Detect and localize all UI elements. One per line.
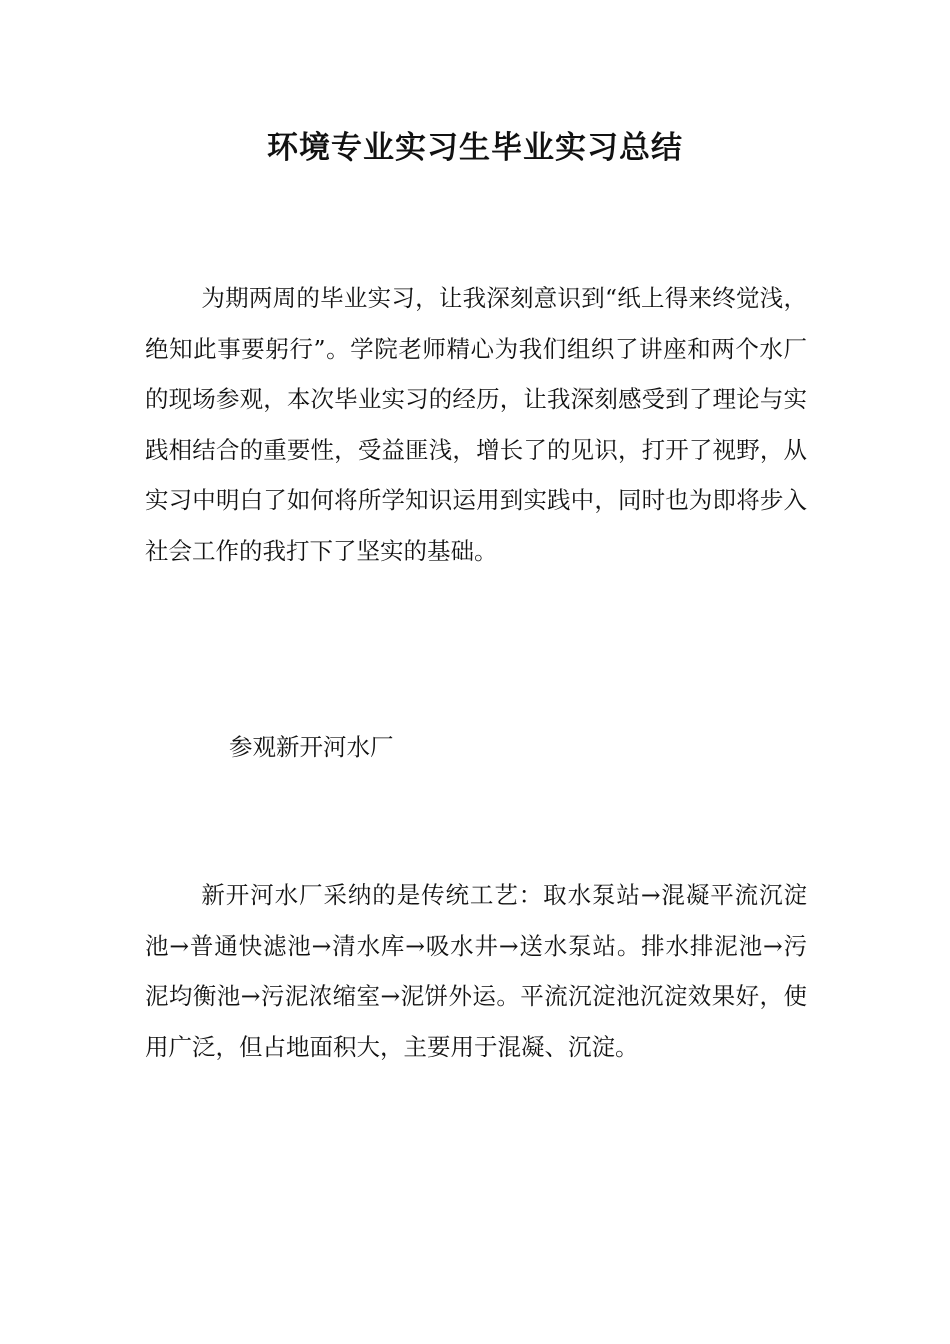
section-heading: 参观新开河水厂 — [229, 733, 394, 761]
document-title: 环境专业实习生毕业实习总结 — [267, 130, 683, 166]
section-paragraph: 新开河水厂采纳的是传统工艺：取水泵站→混凝平流沉淀池→普通快滤池→清水库→吸水井→送水泵站。排水排泥池→污泥均衡池→污泥浓缩室→泥饼外运。平流沉淀池沉淀效果好，使用广泛，但占地面积大，主要用于混凝、沉淀。 — [145, 881, 807, 1061]
intro-paragraph: 为期两周的毕业实习，让我深刻意识到“纸上得来终觉浅，绝知此事要躬行”。学院老师精心为我们组织了讲座和两个水厂的现场参观，本次毕业实习的经历，让我深刻感受到了理论与实践相结合的重要性，受益匪浅，增长了的见识，打开了视野，从实习中明白了如何将所学知识运用到实践中，同时也为即将步入社会工作的我打下了坚实的基础。 — [145, 284, 807, 565]
